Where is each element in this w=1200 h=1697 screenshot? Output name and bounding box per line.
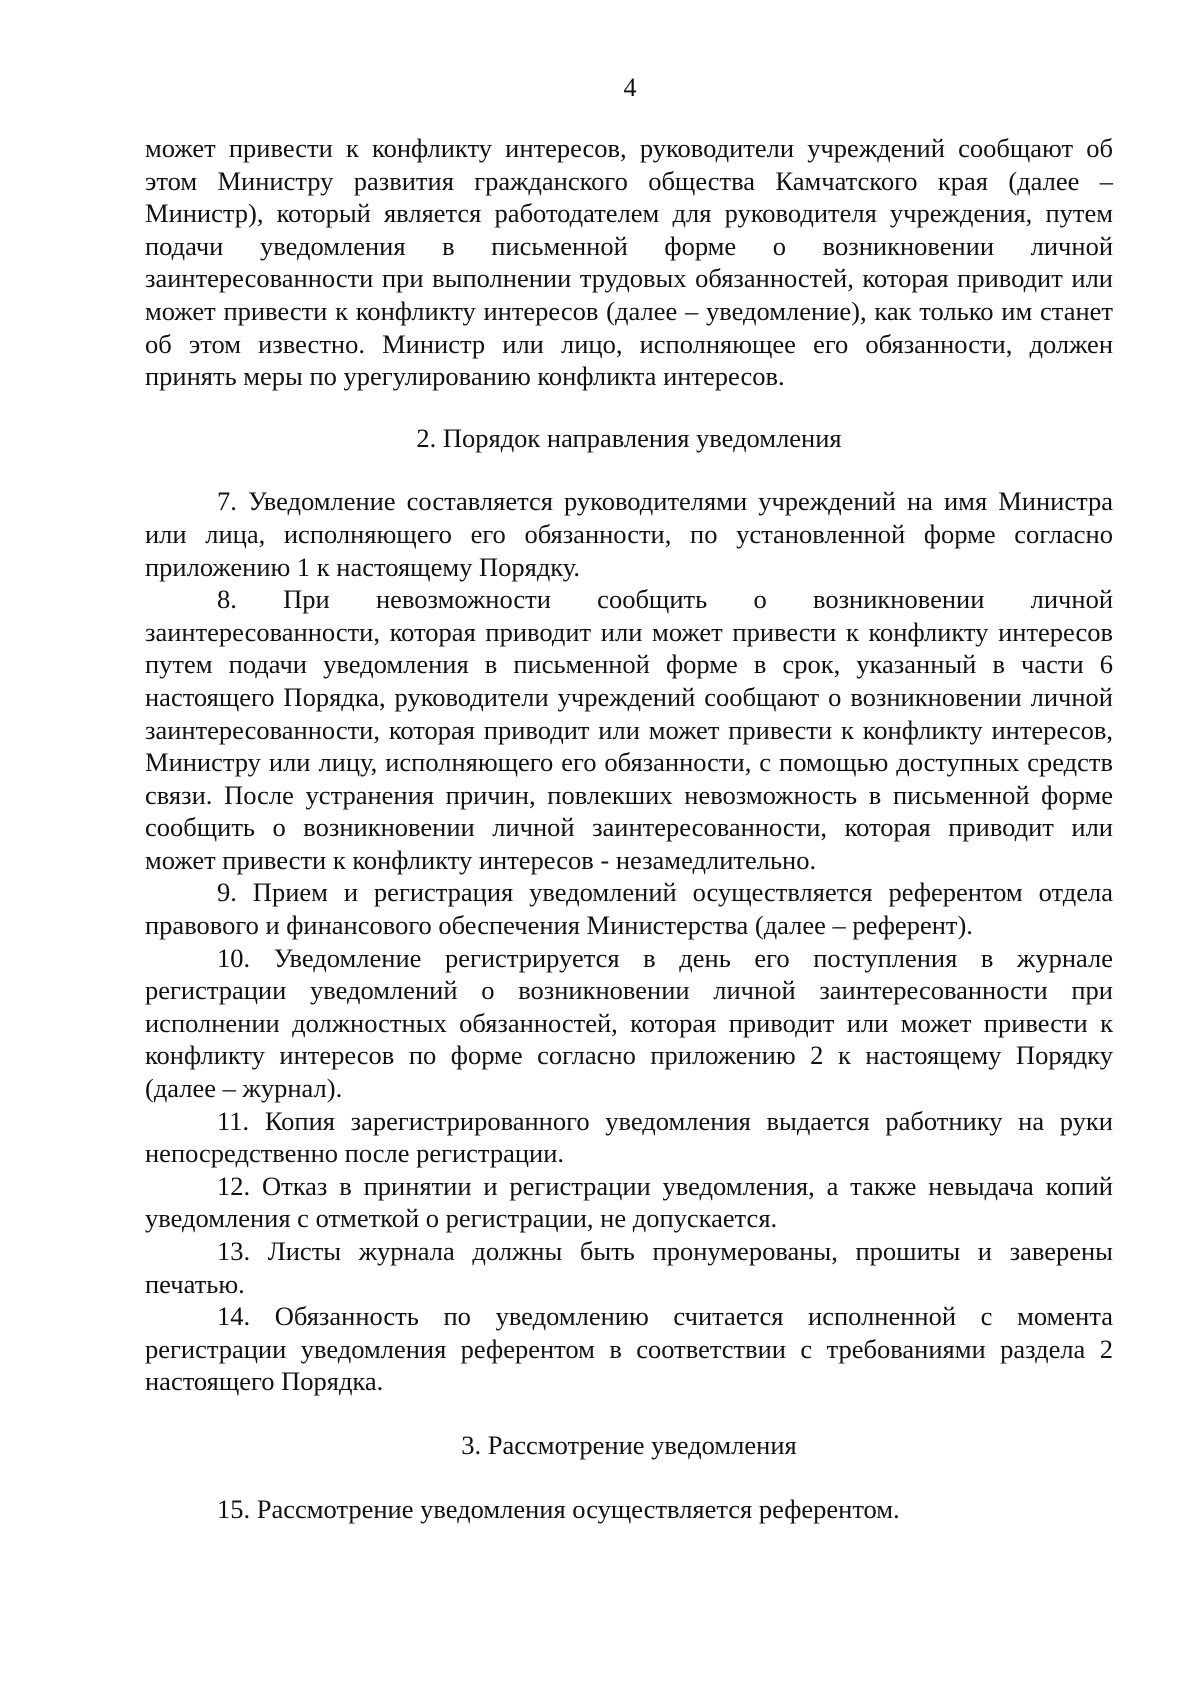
paragraph-10: 10. Уведомление регистрируется в день его поступления в журнале регистрации уведомлений о возникновении личной заинтересованности при исполнении должностных обязанностей, которая приводит или может привести к конфликту интересов по форме согласно приложению 2 к настоящему Порядку (далее – журнал). [145, 942, 1113, 1104]
paragraph-8: 8. При невозможности сообщить о возникновении личной заинтересованности, которая приводит или может привести к конфликту интересов путем подачи уведомления в письменной форме в срок, указанный в части 6 настоящего Порядка, руководители учреждений сообщают о возникновении личной заинтересованности, которая приводит или может привести к конфликту интересов, Министру или лицу, исполняющего его обязанности, с помощью доступных средств связи. После устранения причин, повлекших невозможность в письменной форме сообщить о возникновении личной заинтересованности, которая приводит или может привести к конфликту интересов - незамедлительно. [145, 584, 1113, 875]
paragraph-14: 14. Обязанность по уведомлению считается исполненной с момента регистрации уведомления референтом в соответствии с требованиями раздела 2 настоящего Порядка. [145, 1301, 1113, 1397]
paragraph-13: 13. Листы журнала должны быть пронумерованы, прошиты и заверены печатью. [145, 1236, 1113, 1299]
paragraph-11: 11. Копия зарегистрированного уведомления выдается работнику на руки непосредственно после регистрации. [145, 1105, 1113, 1169]
page-number: 4 [623, 73, 637, 102]
section-3-heading: 3. Рассмотрение уведомления [461, 1429, 797, 1460]
section-2-heading: 2. Порядок направления уведомления [416, 422, 842, 453]
continuation-paragraph: может привести к конфликту интересов, руководители учреждений сообщают об этом Министру развития гражданского общества Камчатского края (далее – Министр), который является работодателем для руководителя учреждения, путем подачи уведомления в письменной форме о возникновении личной заинтересованности при выполнении трудовых обязанностей, которая приводит или может привести к конфликту интересов (далее – уведомление), как только им станет об этом известно. Министр или лицо, исполняющее его обязанности, должен принять меры по урегулированию конфликта интересов. [145, 133, 1113, 392]
paragraph-12: 12. Отказ в принятии и регистрации уведомления, а также невыдача копий уведомления с отметкой о регистрации, не допускается. [145, 1170, 1113, 1234]
document-body [145, 132, 1113, 1525]
paragraph-7: 7. Уведомление составляется руководителями учреждений на имя Министра или лица, исполняющего его обязанности, по установленной форме согласно приложению 1 к настоящему Порядку. [145, 486, 1113, 582]
paragraph-15: 15. Рассмотрение уведомления осуществляется референтом. [217, 1493, 900, 1524]
paragraph-9: 9. Прием и регистрация уведомлений осуществляется референтом отдела правового и финансового обеспечения Министерства (далее – референт). [145, 877, 1113, 941]
